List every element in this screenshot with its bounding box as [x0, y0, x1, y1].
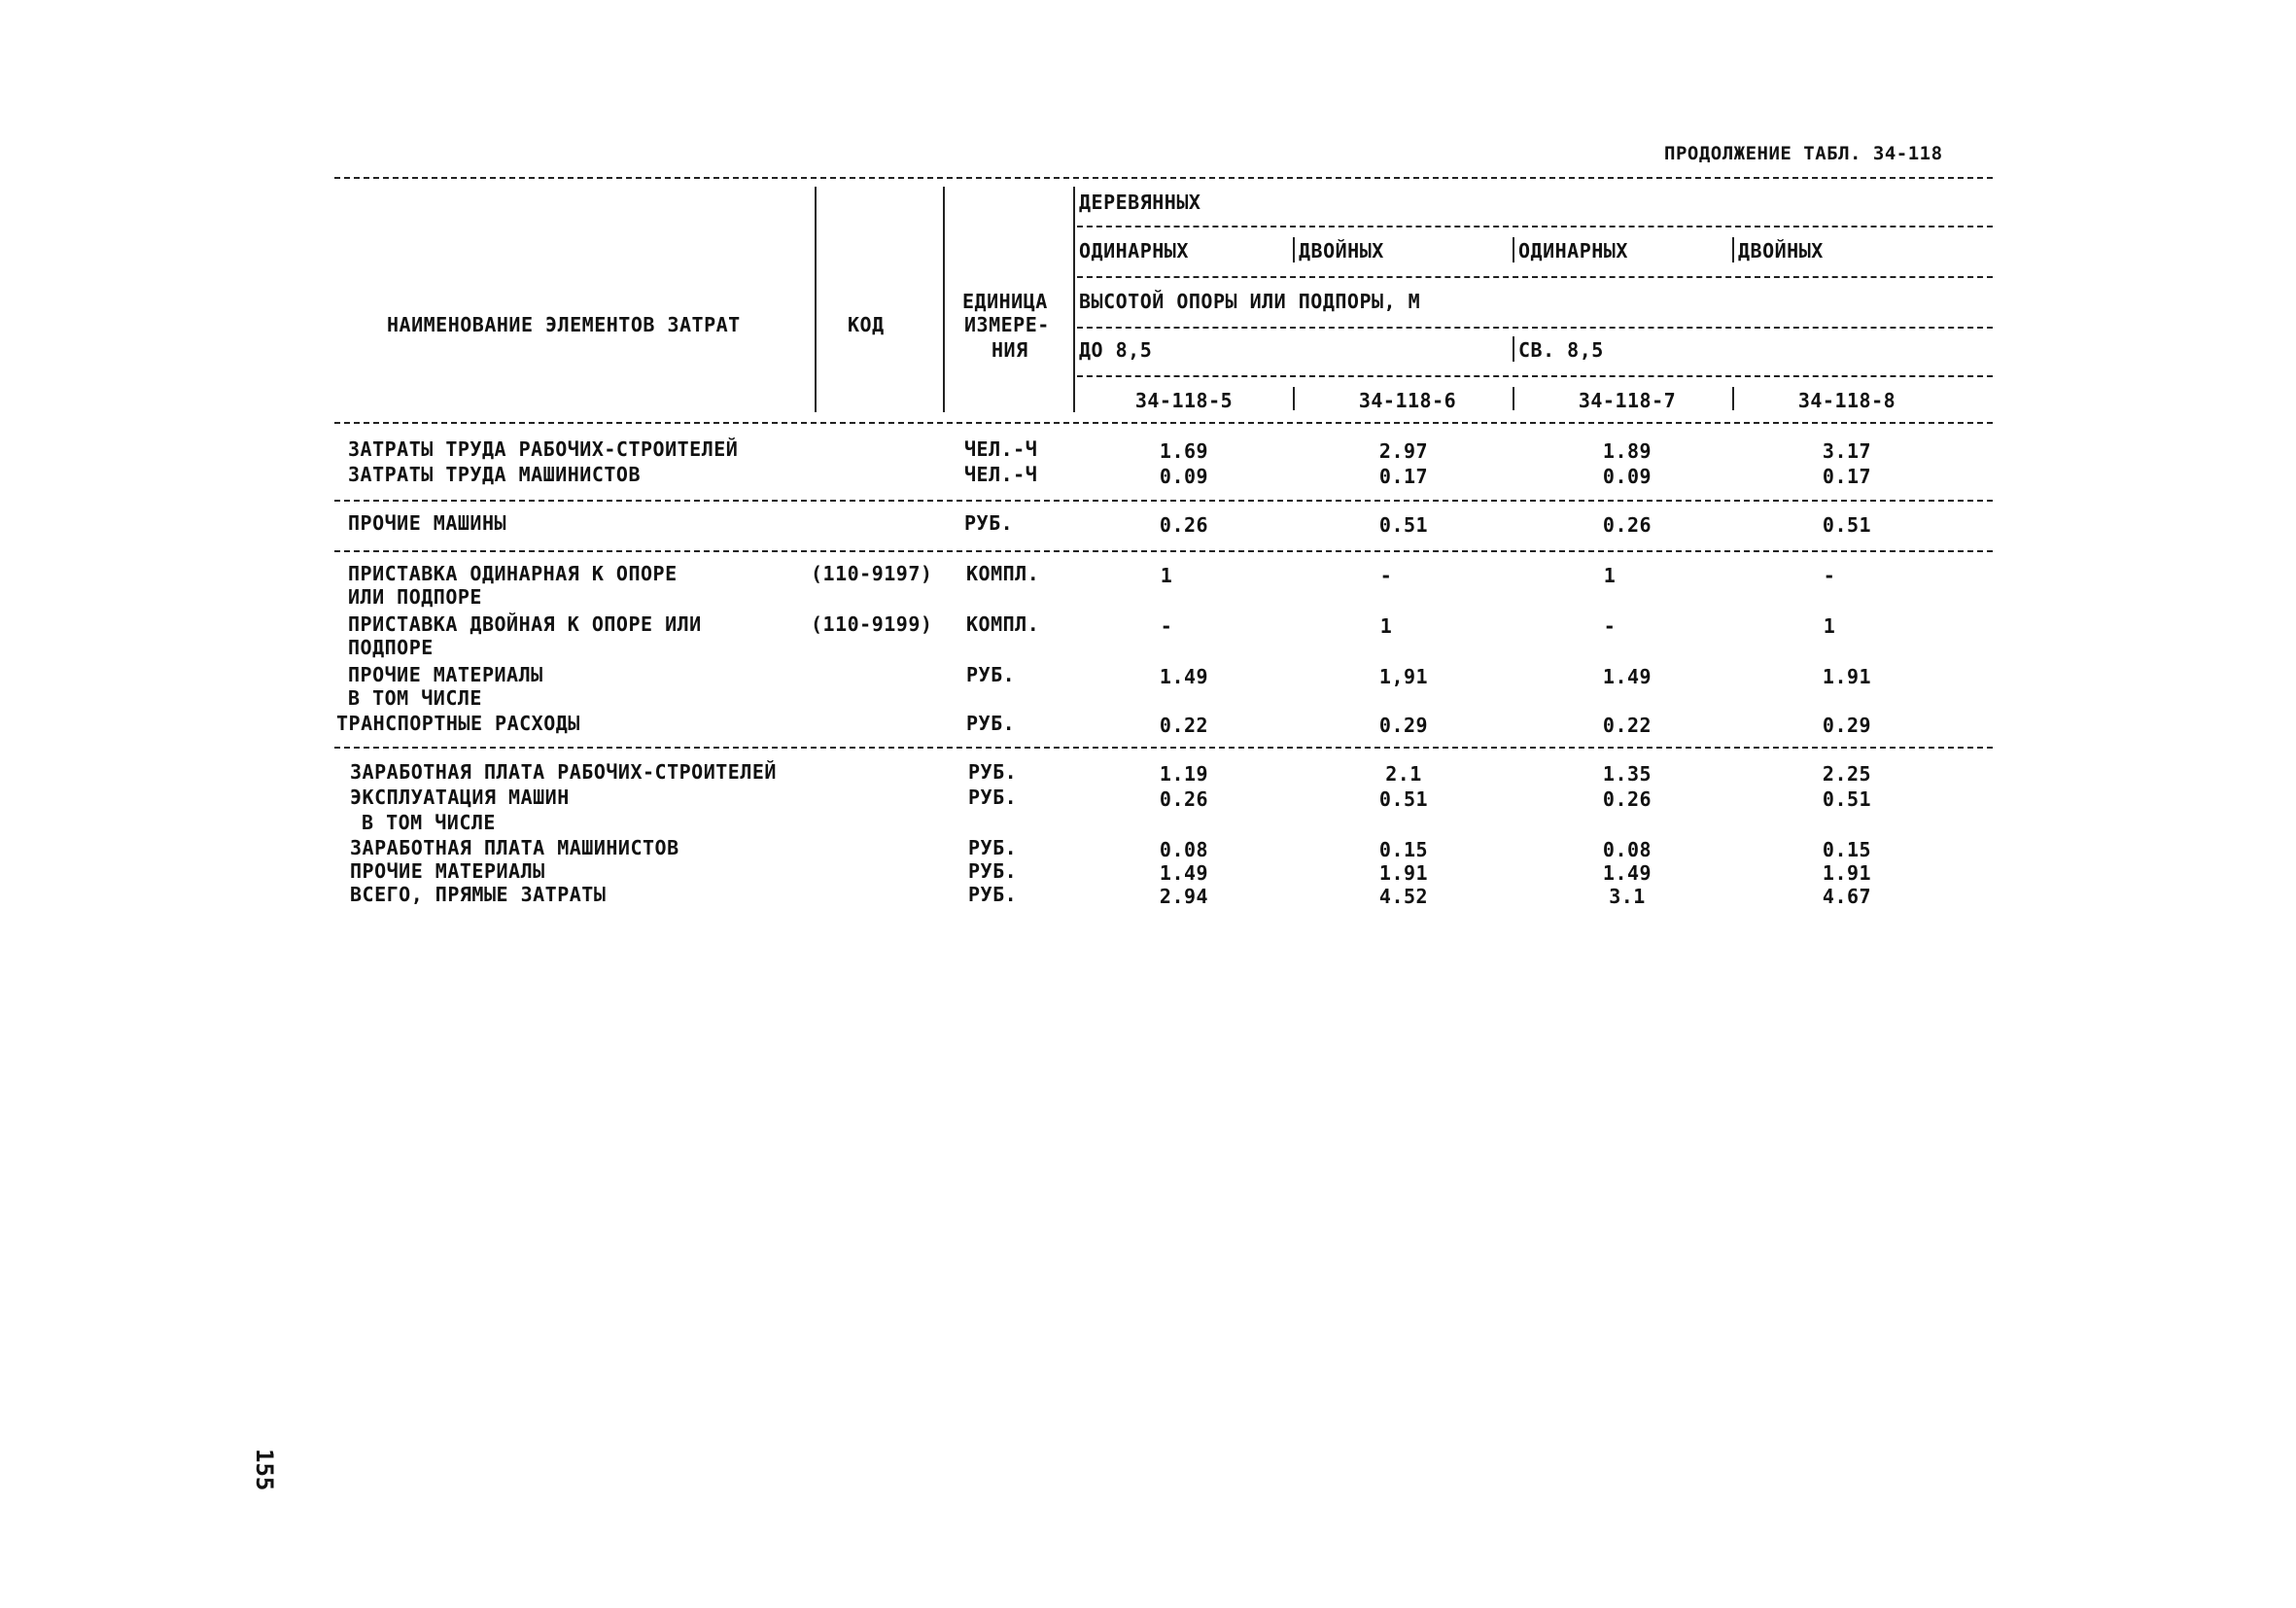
row-value: 2.25	[1822, 762, 1872, 786]
row-value: 0.51	[1822, 787, 1872, 811]
row-value: 3.17	[1822, 439, 1872, 463]
row-label: ПРОЧИЕ МАТЕРИАЛЫ	[350, 859, 545, 883]
row-value: 1.89	[1602, 439, 1652, 463]
row-value: 0.22	[1602, 714, 1652, 737]
header-rule-1	[1077, 226, 1993, 227]
row-code: (110-9199)	[811, 612, 933, 636]
column-header-unit-line2: ИЗМЕРЕ-	[964, 313, 1050, 336]
row-value: 0.26	[1159, 787, 1209, 811]
row-unit: РУБ.	[966, 712, 1016, 735]
header-divider-unit-values	[1073, 187, 1075, 412]
header-rule-4	[1077, 375, 1993, 377]
row-value: 4.52	[1378, 885, 1429, 908]
header-divider-name-code	[815, 187, 817, 412]
row-value: 0.17	[1378, 465, 1429, 488]
column-code-1: 34-118-5	[1134, 389, 1234, 412]
header-rule-2	[1077, 276, 1993, 278]
header-divider-code-3	[1732, 387, 1734, 410]
column-subgroup-single-1: ОДИНАРНЫХ	[1079, 239, 1189, 262]
table-top-rule	[334, 177, 1993, 179]
row-value: 1.19	[1159, 762, 1209, 786]
row-value: 2.94	[1159, 885, 1209, 908]
row-value: -	[1603, 614, 1617, 638]
row-unit: РУБ.	[968, 836, 1018, 859]
row-value: 0.08	[1159, 838, 1209, 861]
row-value: 0.51	[1378, 787, 1429, 811]
row-value: 0.51	[1378, 513, 1429, 537]
row-value: 0.15	[1378, 838, 1429, 861]
header-divider-sub-1	[1293, 237, 1295, 262]
row-value: 1	[1823, 614, 1836, 638]
row-value: 0.08	[1602, 838, 1652, 861]
row-unit: ЧЕЛ.-Ч	[964, 463, 1038, 486]
column-height-label: ВЫСОТОЙ ОПОРЫ ИЛИ ПОДПОРЫ, М	[1079, 290, 1421, 313]
column-subgroup-double-2: ДВОЙНЫХ	[1738, 239, 1824, 262]
row-value: 0.51	[1822, 513, 1872, 537]
row-code: (110-9197)	[811, 562, 933, 585]
row-unit: КОМПЛ.	[966, 562, 1040, 585]
column-header-unit-line1: ЕДИНИЦА	[962, 290, 1048, 313]
row-label: ТРАНСПОРТНЫЕ РАСХОДЫ	[336, 712, 580, 735]
row-value: 0.09	[1602, 465, 1652, 488]
row-value: 1.49	[1159, 665, 1209, 688]
header-bottom-rule	[334, 422, 1993, 424]
column-over-label: СВ. 8,5	[1518, 338, 1604, 362]
row-label-continuation: ПОДПОРЕ	[348, 636, 434, 659]
header-divider-code-unit	[943, 187, 945, 412]
row-unit: РУБ.	[968, 859, 1018, 883]
row-unit: РУБ.	[968, 883, 1018, 906]
row-value: 1	[1160, 564, 1173, 587]
column-code-3: 34-118-7	[1578, 389, 1677, 412]
column-subgroup-single-2: ОДИНАРНЫХ	[1518, 239, 1628, 262]
row-label: ПРИСТАВКА ДВОЙНАЯ К ОПОРЕ ИЛИ	[348, 612, 702, 636]
row-label: В ТОМ ЧИСЛЕ	[362, 811, 496, 834]
row-unit: ЧЕЛ.-Ч	[964, 437, 1038, 461]
row-value: 1.49	[1602, 665, 1652, 688]
row-value: 2.97	[1378, 439, 1429, 463]
row-value: 3.1	[1609, 885, 1646, 908]
row-value: 1.49	[1159, 861, 1209, 885]
header-divider-code-1	[1293, 387, 1295, 410]
row-value: -	[1379, 564, 1393, 587]
page-number: 155	[251, 1449, 278, 1491]
row-label-continuation: В ТОМ ЧИСЛЕ	[348, 686, 482, 710]
row-label: ЗАТРАТЫ ТРУДА РАБОЧИХ-СТРОИТЕЛЕЙ	[348, 437, 739, 461]
row-value: 0.26	[1602, 513, 1652, 537]
column-code-2: 34-118-6	[1358, 389, 1457, 412]
row-value: 1	[1603, 564, 1617, 587]
column-group-wooden: ДЕРЕВЯННЫХ	[1079, 191, 1201, 214]
column-header-unit-line3: НИЯ	[991, 338, 1028, 362]
row-value: 1	[1379, 614, 1393, 638]
row-unit: РУБ.	[968, 786, 1018, 809]
row-label: ПРИСТАВКА ОДИНАРНАЯ К ОПОРЕ	[348, 562, 678, 585]
row-value: 0.26	[1159, 513, 1209, 537]
section-rule-3	[334, 747, 1993, 749]
row-value: 1.91	[1378, 861, 1429, 885]
row-label: ЗАРАБОТНАЯ ПЛАТА РАБОЧИХ-СТРОИТЕЛЕЙ	[350, 760, 777, 784]
row-label-total: ВСЕГО, ПРЯМЫЕ ЗАТРАТЫ	[350, 883, 607, 906]
column-code-4: 34-118-8	[1797, 389, 1896, 412]
row-label-continuation: ИЛИ ПОДПОРЕ	[348, 585, 482, 609]
column-subgroup-double-1: ДВОЙНЫХ	[1299, 239, 1384, 262]
section-rule-2	[334, 550, 1993, 552]
row-unit: РУБ.	[966, 663, 1016, 686]
header-divider-sub-2	[1513, 237, 1514, 262]
table-continuation-caption: ПРОДОЛЖЕНИЕ ТАБЛ. 34-118	[1664, 143, 1943, 164]
row-unit: РУБ.	[968, 760, 1018, 784]
column-upto-label: ДО 8,5	[1079, 338, 1153, 362]
header-divider-code-2	[1513, 387, 1514, 410]
row-label: ЗАТРАТЫ ТРУДА МАШИНИСТОВ	[348, 463, 641, 486]
row-label: ПРОЧИЕ МАШИНЫ	[348, 511, 507, 535]
row-value: 0.09	[1159, 465, 1209, 488]
header-rule-3	[1077, 327, 1993, 329]
row-value: 4.67	[1822, 885, 1872, 908]
column-header-name: НАИМЕНОВАНИЕ ЭЛЕМЕНТОВ ЗАТРАТ	[387, 313, 741, 336]
row-label: ЗАРАБОТНАЯ ПЛАТА МАШИНИСТОВ	[350, 836, 679, 859]
column-header-code: КОД	[848, 313, 885, 336]
row-value: 1.49	[1602, 861, 1652, 885]
row-label: ЭКСПЛУАТАЦИЯ МАШИН	[350, 786, 570, 809]
section-rule-1	[334, 500, 1993, 502]
row-value: 0.15	[1822, 838, 1872, 861]
header-divider-sub-3	[1732, 237, 1734, 262]
row-value: 0.29	[1378, 714, 1429, 737]
row-value: 0.26	[1602, 787, 1652, 811]
row-value: 0.17	[1822, 465, 1872, 488]
row-unit: КОМПЛ.	[966, 612, 1040, 636]
row-value: 0.22	[1159, 714, 1209, 737]
row-value: 1,91	[1378, 665, 1429, 688]
row-value: 1.91	[1822, 665, 1872, 688]
row-value: 1.35	[1602, 762, 1652, 786]
row-value: -	[1160, 614, 1173, 638]
row-value: 1.69	[1159, 439, 1209, 463]
row-unit: РУБ.	[964, 511, 1014, 535]
row-value: 2.1	[1385, 762, 1422, 786]
row-value: 1.91	[1822, 861, 1872, 885]
row-label: ПРОЧИЕ МАТЕРИАЛЫ	[348, 663, 543, 686]
header-divider-range	[1513, 336, 1514, 362]
row-value: -	[1823, 564, 1836, 587]
row-value: 0.29	[1822, 714, 1872, 737]
